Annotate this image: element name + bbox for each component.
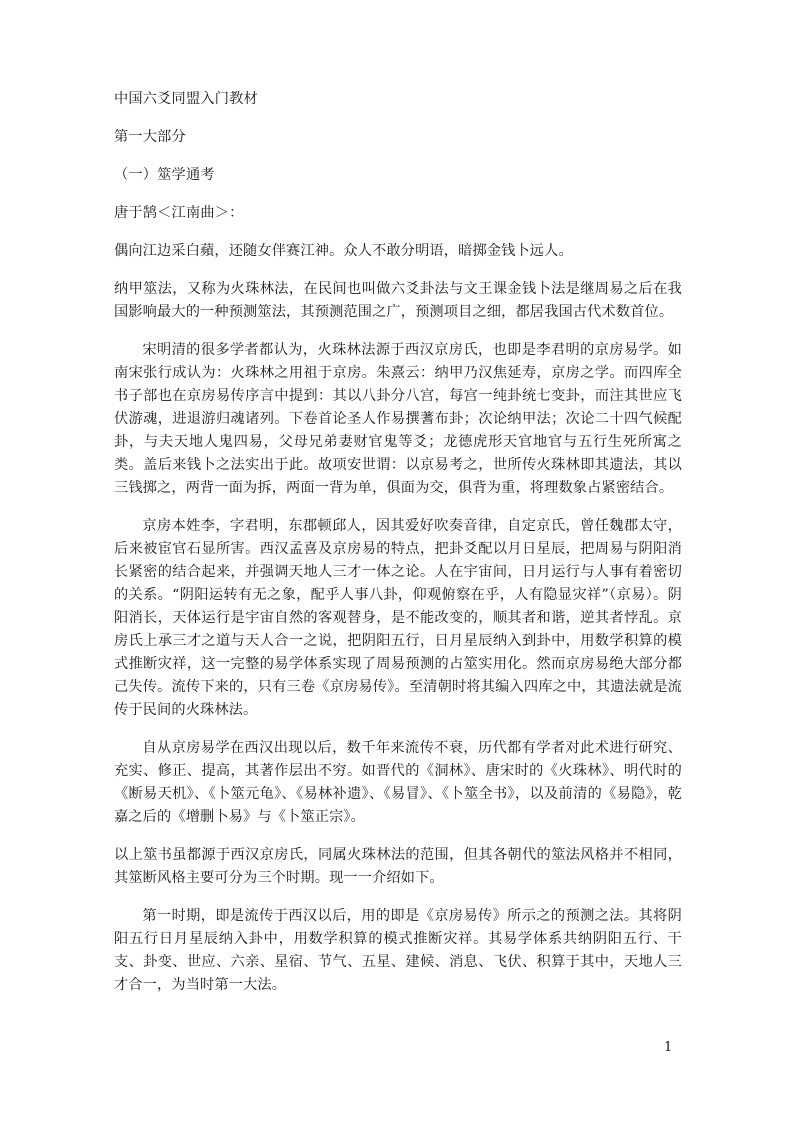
paragraph-najia-intro: 纳甲筮法，又称为火珠林法，在民间也叫做六爻卦法与文王课金钱卜法是继周易之后在我国影响最大的一种预测筮法，其预测范围之广，预测项目之细，都居我国古代术数首位。	[114, 281, 682, 320]
paragraph-transmission-history: 自从京房易学在西汉出现以后，数千年来流传不衰，历代都有学者对此术进行研究、充实、修正、提高，其著作层出不穷。如晋代的《洞林》、唐宋时的《火珠林》、明代时的《断易天机》、《卜筮元龟》、《易林补遗》、《易冒》、《卜筮全书》，以及前清的《易隐》，乾嘉之后的《增删卜易》与《卜筮正宗》。	[114, 740, 682, 825]
document-body	[114, 88, 682, 1012]
document-title: 中国六爻同盟入门教材	[114, 91, 258, 107]
paragraph-huozhulin-origin: 宋明清的很多学者都认为，火珠林法源于西汉京房氏，也即是李君明的京房易学。如南宋张行成认为：火珠林之用祖于京房。朱熹云：纳甲乃汉焦延寿，京房之学。而四库全书子部也在京房易传序言中提到：其以八卦分八宫，每宫一纯卦统七变卦，而注其世应飞伏游魂，进退游归魂诸列。下卷首论圣人作易撰蓍布卦；次论纳甲法；次论二十四气候配卦，与夫天地人鬼四易，父母兄弟妻财官鬼等爻；龙德虎形天官地官与五行生死所寓之类。盖后来钱卜之法实出于此。故项安世谓：以京易考之，世所传火珠林即其遗法，其以三钱掷之，两背一面为拆，两面一背为单，俱面为交，俱背为重，将理数象占紧密结合。	[114, 342, 682, 496]
poem-attribution: 唐于鹄＜江南曲＞：	[114, 205, 244, 221]
page-number: 1	[664, 1040, 673, 1055]
poem-line: 偶向江边采白蘋，还随女伴赛江神。众人不敢分明语，暗掷金钱卜远人。	[114, 243, 573, 259]
paragraph-jingfang-biography: 京房本姓李，字君明，东郡顿邱人，因其爱好吹奏音律，自定京氏，曾任魏郡太守，后来被宦官石显所害。西汉孟喜及京房易的特点，把卦爻配以月日星辰，把周易与阴阳消长紧密的结合起来，并强调天地人三才一体之论。人在宇宙间，日月运行与人事有着密切的关系。“阴阳运转有无之象，配乎人事八卦，仰观俯察在乎，人有隐显灾祥”（京易）。阴阳消长，天体运行是宇宙自然的客观替身，是不能改变的，顺其者和谐，逆其者悖乱。京房氏上承三才之道与天人合一之说，把阴阳五行，日月星辰纳入到卦中，用数学积算的模式推断灾祥，这一完整的易学体系实现了周易预测的占筮实用化。然而京房易绝大部分都己失传。流传下来的，只有三卷《京房易传》。至清朝时将其编入四库之中，其遗法就是流传于民间的火珠林法。	[114, 518, 682, 718]
paragraph-three-periods-intro: 以上筮书虽都源于西汉京房氏，同属火珠林法的范围，但其各朝代的筮法风格并不相同，其筮断风格主要可分为三个时期。现一一介绍如下。	[114, 847, 682, 886]
part-heading: 第一大部分	[114, 129, 186, 145]
section-heading: （一）筮学通考	[114, 167, 215, 183]
paragraph-first-period: 第一时期，即是流传于西汉以后，用的即是《京房易传》所示之的预测之法。其将阴阳五行日月星辰纳入卦中，用数学积算的模式推断灾祥。其易学体系共纳阴阳五行、干支、卦变、世应、六亲、星宿、节气、五星、建候、消息、飞伏、积算于其中，天地人三才合一，为当时第一大法。	[114, 908, 682, 993]
